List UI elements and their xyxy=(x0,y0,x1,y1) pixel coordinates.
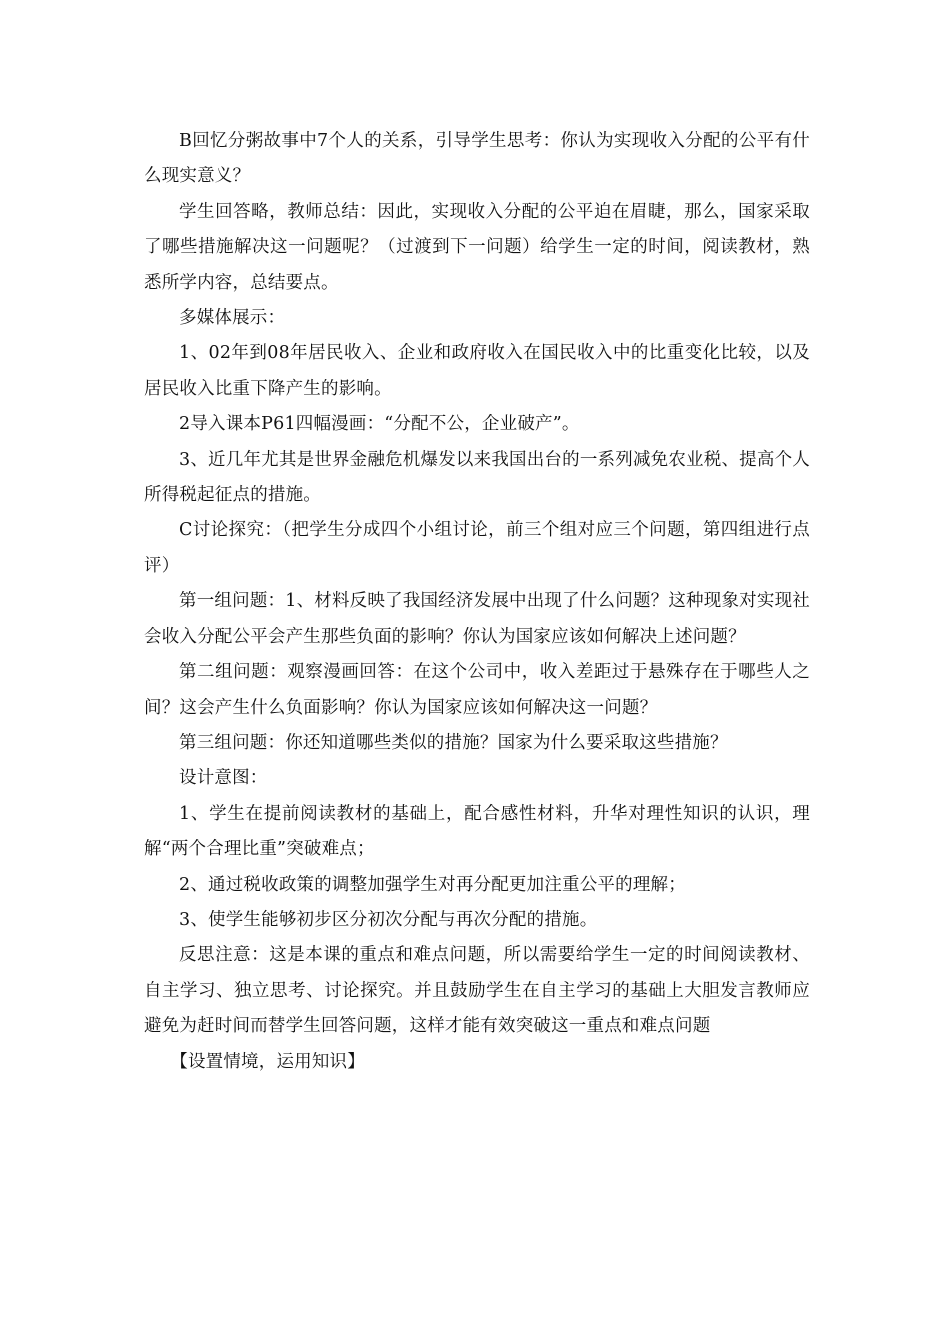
paragraph-group-2: 第二组问题：观察漫画回答：在这个公司中，收入差距过于悬殊存在于哪些人之间？这会产生什么负面影响？你认为国家应该如何解决这一问题？ xyxy=(144,662,810,718)
paragraph-multimedia-item-1: 1、02年到08年居民收入、企业和政府收入在国民收入中的比重变化比较，以及居民收入比重下降产生的影响。 xyxy=(144,343,810,399)
paragraph-multimedia-item-2: 2导入课本P61四幅漫画：“分配不公，企业破产”。 xyxy=(179,414,580,435)
paragraph-c-discussion: C讨论探究：（把学生分成四个小组讨论，前三个组对应三个问题，第四组进行点评） xyxy=(144,520,810,576)
document-body xyxy=(144,124,810,1080)
paragraph-design-intent-label: 设计意图： xyxy=(179,768,268,789)
paragraph-group-3: 第三组问题：你还知道哪些类似的措施？国家为什么要采取这些措施？ xyxy=(179,732,728,753)
paragraph-reflection: 反思注意：这是本课的重点和难点问题，所以需要给学生一定的时间阅读教材、自主学习、独立思考、讨论探究。并且鼓励学生在自主学习的基础上大胆发言教师应避免为赶时间而替学生回答问题，这样才能有效突破这一重点和难点问题 xyxy=(144,945,810,1037)
paragraph-multimedia-item-3: 3、近几年尤其是世界金融危机爆发以来我国出台的一系列减免农业税、提高个人所得税起征点的措施。 xyxy=(144,449,810,506)
paragraph-design-intent-2: 2、通过税收政策的调整加强学生对再分配更加注重公平的理解； xyxy=(179,874,686,895)
paragraph-b-recall: B回忆分粥故事中7个人的关系，引导学生思考：你认为实现收入分配的公平有什么现实意义？ xyxy=(144,131,810,187)
paragraph-design-intent-3: 3、使学生能够初步区分初次分配与再次分配的措施。 xyxy=(179,909,598,930)
section-heading: 【设置情境，运用知识】 xyxy=(170,1051,365,1072)
paragraph-group-1: 第一组问题：1、材料反映了我国经济发展中出现了什么问题？这种现象对实现社会收入分配公平会产生那些负面的影响？你认为国家应该如何解决上述问题？ xyxy=(144,591,810,647)
paragraph-design-intent-1: 1、学生在提前阅读教材的基础上，配合感性材料，升华对理性知识的认识，理解“两个合理比重”突破难点； xyxy=(144,803,810,860)
paragraph-multimedia-label: 多媒体展示： xyxy=(179,308,286,329)
paragraph-student-answer: 学生回答略，教师总结：因此，实现收入分配的公平迫在眉睫，那么，国家采取了哪些措施解决这一问题呢？（过渡到下一问题）给学生一定的时间，阅读教材，熟悉所学内容，总结要点。 xyxy=(144,201,810,293)
